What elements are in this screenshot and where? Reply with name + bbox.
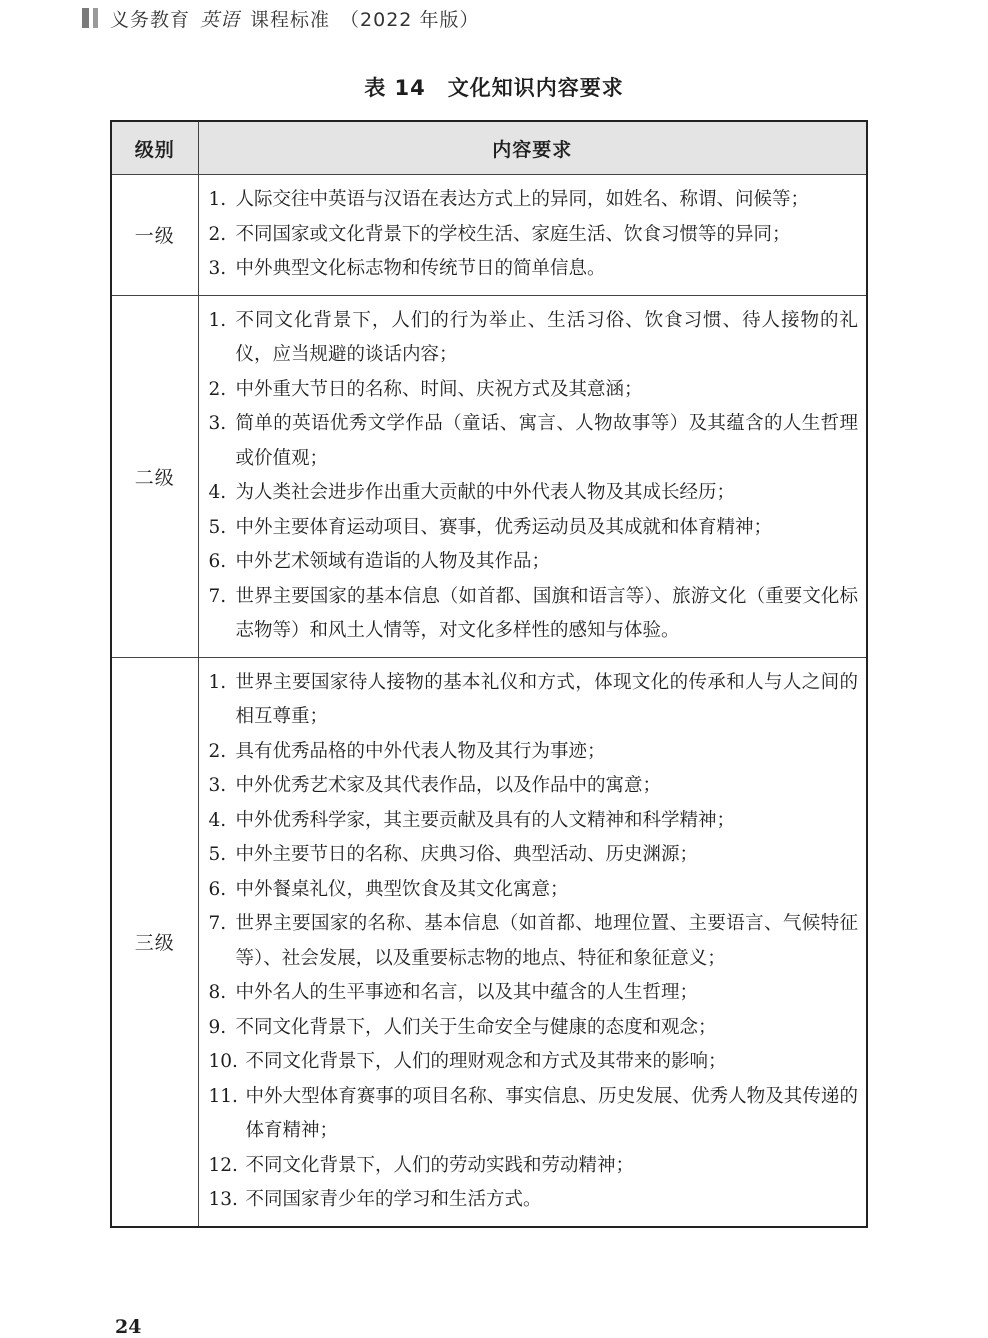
list-item: 3. 中外优秀艺术家及其代表作品，以及作品中的寓意； [208, 775, 662, 796]
table-title-text: 文化知识内容要求 [447, 76, 624, 100]
table-row-level-1 [111, 175, 867, 296]
list-item: 10. 不同文化背景下，人们的理财观念和方式及其带来的影响； [208, 1051, 727, 1072]
list-item: 3. 中外典型文化标志物和传统节日的简单信息。 [208, 258, 606, 279]
list-item: 8. 中外名人的生平事迹和名言，以及其中蕴含的人生哲理； [208, 982, 699, 1003]
list-item: 1. 世界主要国家待人接物的基本礼仪和方式，体现文化的传承和人与人之间的相互尊重； [208, 671, 858, 727]
table-row-level-2 [111, 295, 867, 657]
page-number: 24 [115, 1316, 142, 1338]
content-requirements-table [110, 120, 868, 1228]
list-item: 7. 世界主要国家的名称、基本信息（如首都、地理位置、主要语言、气候特征等）、社会发展，以及重要标志物的地点、特征和象征意义； [208, 913, 858, 969]
list-item: 5. 中外主要体育运动项目、赛事，优秀运动员及其成就和体育精神； [208, 516, 773, 538]
level-cell: 三级 [111, 657, 198, 1227]
header-bar-decoration [82, 8, 89, 28]
list-item: 5. 中外主要节日的名称、庆典习俗、典型活动、历史渊源； [208, 844, 699, 865]
list-item: 2. 中外重大节日的名称、时间、庆祝方式及其意涵； [208, 378, 643, 400]
requirement-list [209, 304, 859, 649]
list-item: 1. 不同文化背景下，人们的行为举止、生活习俗、饮食习惯、待人接物的礼仪，应当规避的谈话内容； [208, 309, 858, 365]
level-cell: 二级 [111, 295, 198, 657]
table-row-level-3 [111, 657, 867, 1227]
table-header-row [111, 121, 867, 175]
list-item: 11. 中外大型体育赛事的项目名称、事实信息、历史发展、优秀人物及其传递的体育精神； [208, 1085, 858, 1141]
list-item: 4. 中外优秀科学家，其主要贡献及具有的人文精神和科学精神； [208, 809, 736, 831]
list-item: 9. 不同文化背景下，人们关于生命安全与健康的态度和观念； [208, 1016, 717, 1038]
list-item: 12. 不同文化背景下，人们的劳动实践和劳动精神； [208, 1154, 635, 1176]
header-subject: 英语 [200, 8, 241, 31]
column-header-level: 级别 [111, 121, 198, 175]
list-item: 13. 不同国家青少年的学习和生活方式。 [208, 1189, 542, 1210]
content-cell [198, 175, 867, 296]
header-book-title: 课程标准 [250, 8, 331, 31]
list-item: 2. 具有优秀品格的中外代表人物及其行为事迹； [208, 740, 606, 762]
column-header-content: 内容要求 [198, 121, 867, 175]
table-title [0, 72, 988, 102]
header-series-title: 义务教育 [110, 8, 191, 31]
content-cell [198, 657, 867, 1227]
list-item: 3. 简单的英语优秀文学作品（童话、寓言、人物故事等）及其蕴含的人生哲理或价值观； [208, 413, 858, 469]
list-item: 6. 中外餐桌礼仪，典型饮食及其文化寓意； [208, 878, 569, 900]
level-cell: 一级 [111, 175, 198, 296]
content-cell [198, 295, 867, 657]
header-edition: （2022 年版） [340, 8, 480, 31]
list-item: 2. 不同国家或文化背景下的学校生活、家庭生活、饮食习惯等的异同； [208, 223, 791, 245]
list-item: 4. 为人类社会进步作出重大贡献的中外代表人物及其成长经历； [208, 482, 736, 503]
running-header [82, 4, 489, 32]
table-number: 表 14 [364, 76, 426, 100]
list-item: 1. 人际交往中英语与汉语在表达方式上的异同，如姓名、称谓、问候等； [208, 189, 810, 210]
requirement-list [209, 666, 859, 1218]
list-item: 6. 中外艺术领域有造诣的人物及其作品； [208, 551, 551, 572]
list-item: 7. 世界主要国家的基本信息（如首都、国旗和语言等）、旅游文化（重要文化标志物等）和风土人情等，对文化多样性的感知与体验。 [208, 585, 858, 641]
requirement-list [209, 183, 859, 287]
header-bar-decoration-2 [93, 8, 98, 28]
